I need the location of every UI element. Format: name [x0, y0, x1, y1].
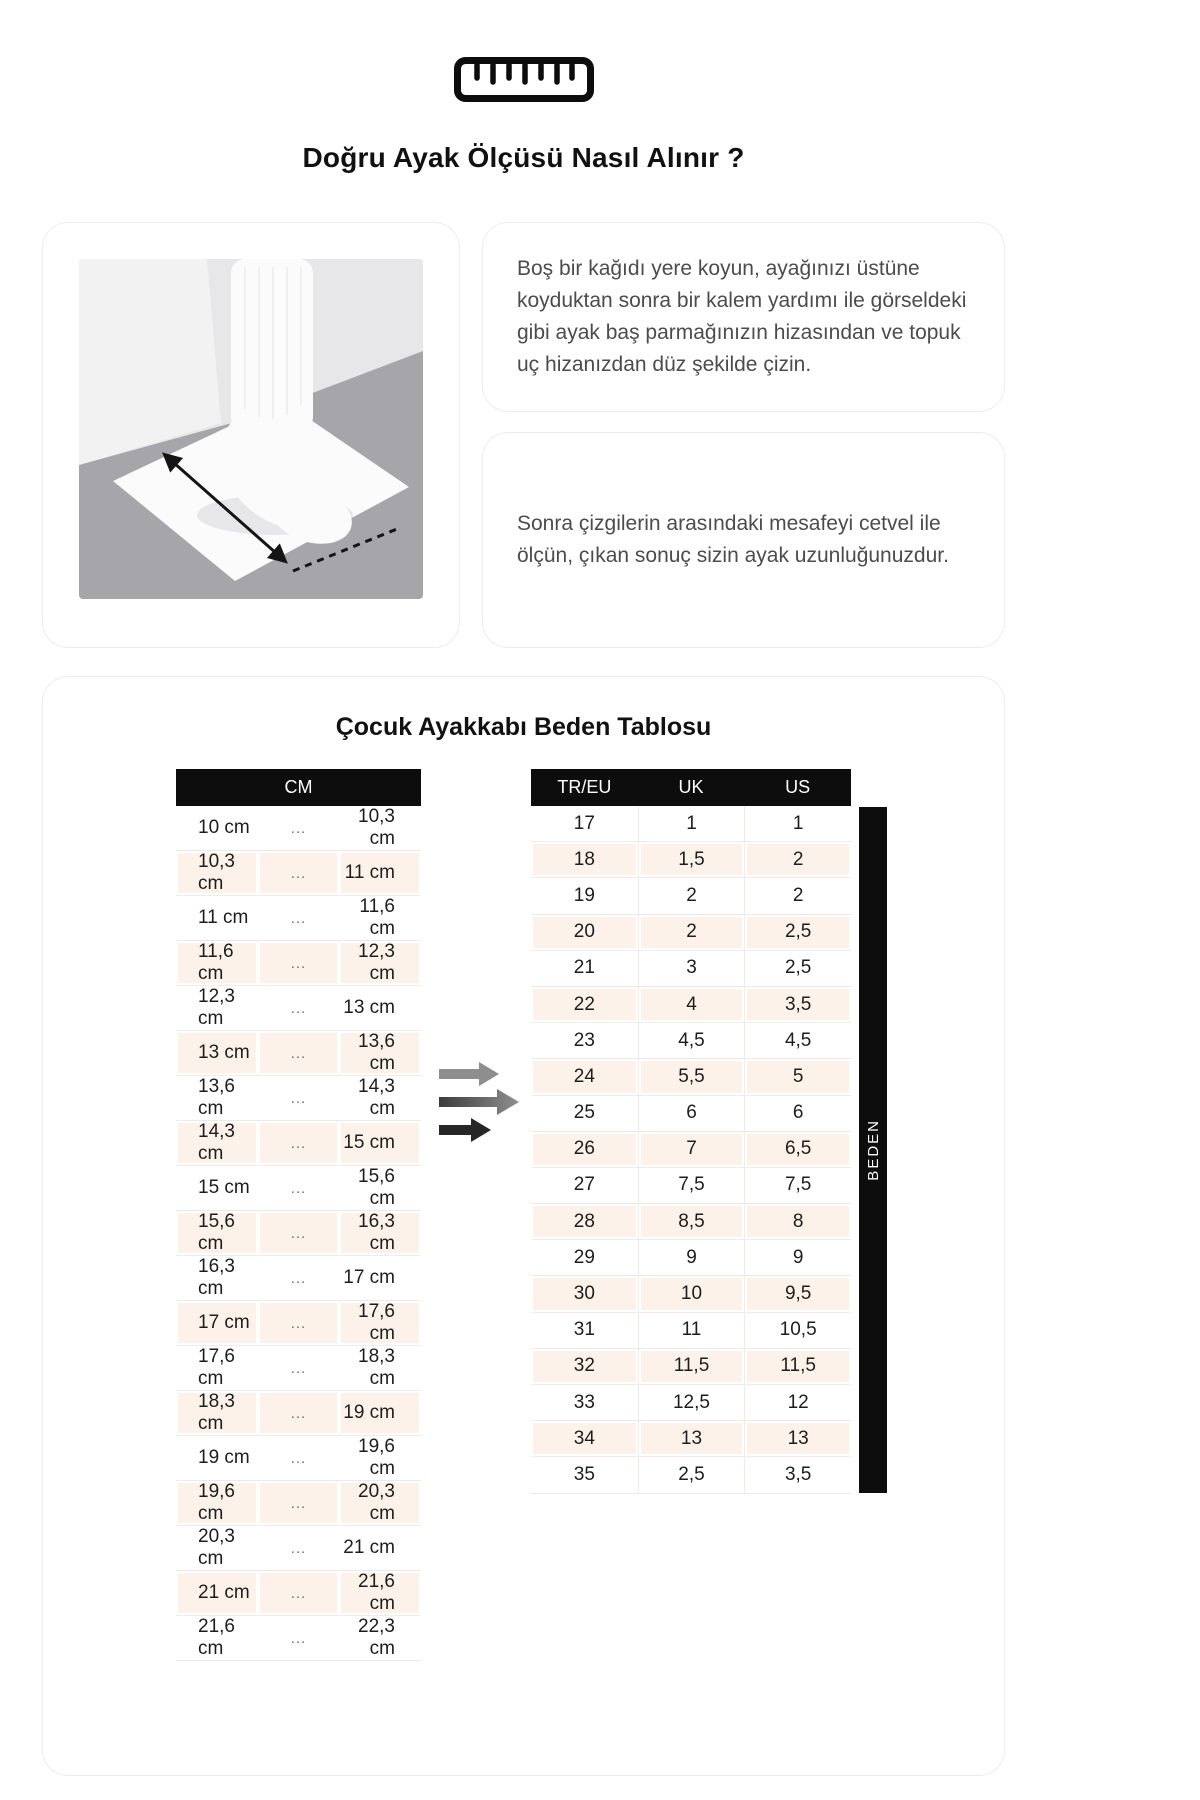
intl-table-head-row [531, 769, 851, 806]
intl-size-cell: 30 [531, 1276, 638, 1312]
intl-size-cell: 27 [531, 1168, 638, 1204]
intl-size-cell: 1 [638, 806, 745, 842]
intl-table-row [531, 878, 851, 914]
intl-size-cell: 6 [638, 1096, 745, 1132]
intl-size-cell: 2 [638, 878, 745, 914]
intl-size-cell: 9,5 [744, 1276, 851, 1312]
intl-table-row [531, 1421, 851, 1457]
intl-table-row [531, 1023, 851, 1059]
intl-size-cell: 6 [744, 1096, 851, 1132]
intl-size-cell: 8,5 [638, 1204, 745, 1240]
intl-size-cell: 2,5 [744, 915, 851, 951]
cm-dots-cell: ... [258, 1391, 340, 1436]
cm-to-cell: 15,6 cm [339, 1166, 421, 1211]
intl-size-cell: 17 [531, 806, 638, 842]
cm-from-cell: 19 cm [176, 1436, 258, 1481]
cm-dots-cell: ... [258, 1436, 340, 1481]
cm-table-body [176, 806, 421, 1661]
cm-table [176, 769, 421, 1661]
cm-to-cell: 21 cm [339, 1526, 421, 1571]
intl-table-row [531, 1204, 851, 1240]
cm-table-row [176, 1391, 421, 1436]
intl-table-body [531, 806, 851, 1494]
intl-size-cell: 9 [638, 1240, 745, 1276]
intl-size-cell: 19 [531, 878, 638, 914]
cm-dots-cell: ... [258, 1256, 340, 1301]
intl-size-cell: 2,5 [638, 1457, 745, 1493]
cm-dots-cell: ... [258, 1571, 340, 1616]
cm-table-row [176, 1211, 421, 1256]
intl-table-row [531, 1059, 851, 1095]
cm-from-cell: 14,3 cm [176, 1121, 258, 1166]
intl-table-header: US [744, 769, 851, 806]
cm-to-cell: 13 cm [339, 986, 421, 1031]
intl-size-cell: 23 [531, 1023, 638, 1059]
intl-size-cell: 4,5 [638, 1023, 745, 1059]
cm-from-cell: 13 cm [176, 1031, 258, 1076]
intl-table-row [531, 1313, 851, 1349]
cm-table-row [176, 1076, 421, 1121]
cm-from-cell: 16,3 cm [176, 1256, 258, 1301]
cm-from-cell: 10 cm [176, 806, 258, 851]
cm-dots-cell: ... [258, 806, 340, 851]
cm-to-cell: 10,3 cm [339, 806, 421, 851]
intl-table-row [531, 1132, 851, 1168]
cm-dots-cell: ... [258, 1346, 340, 1391]
cm-to-cell: 17,6 cm [339, 1301, 421, 1346]
intl-size-cell: 10 [638, 1276, 745, 1312]
intl-size-cell: 12,5 [638, 1385, 745, 1421]
intl-table-row [531, 1276, 851, 1312]
cm-from-cell: 17,6 cm [176, 1346, 258, 1391]
intl-size-cell: 24 [531, 1059, 638, 1095]
cm-from-cell: 18,3 cm [176, 1391, 258, 1436]
cm-table-row [176, 1031, 421, 1076]
cm-dots-cell: ... [258, 851, 340, 896]
intl-table-row [531, 1385, 851, 1421]
intl-size-cell: 4,5 [744, 1023, 851, 1059]
cm-from-cell: 15 cm [176, 1166, 258, 1211]
intl-table-header: UK [638, 769, 745, 806]
intl-table-row [531, 842, 851, 878]
cm-to-cell: 17 cm [339, 1256, 421, 1301]
cm-table-row [176, 1166, 421, 1211]
intl-table-row [531, 1096, 851, 1132]
ruler-icon [42, 56, 1005, 103]
cm-table-row [176, 1526, 421, 1571]
cm-to-cell: 18,3 cm [339, 1346, 421, 1391]
intl-size-cell: 1 [744, 806, 851, 842]
cm-dots-cell: ... [258, 941, 340, 986]
cm-table-row [176, 1616, 421, 1661]
intl-size-cell: 25 [531, 1096, 638, 1132]
intl-table-row [531, 1349, 851, 1385]
intl-size-cell: 7,5 [744, 1168, 851, 1204]
intl-table-row [531, 806, 851, 842]
intl-table-row [531, 1240, 851, 1276]
instruction-step-2-text: Sonra çizgilerin arasındaki mesafeyi cetvel ile ölçün, çıkan sonuç sizin ayak uzunluğunuzdur. [517, 512, 949, 567]
cm-to-cell: 19 cm [339, 1391, 421, 1436]
cm-dots-cell: ... [258, 1481, 340, 1526]
intl-size-cell: 7,5 [638, 1168, 745, 1204]
intl-size-cell: 2 [744, 878, 851, 914]
cm-dots-cell: ... [258, 986, 340, 1031]
intl-size-cell: 6,5 [744, 1132, 851, 1168]
cm-table-row [176, 1256, 421, 1301]
cm-dots-cell: ... [258, 1526, 340, 1571]
intl-size-cell: 3,5 [744, 1457, 851, 1493]
intl-size-cell: 11,5 [744, 1349, 851, 1385]
cm-table-row [176, 1481, 421, 1526]
cm-dots-cell: ... [258, 1166, 340, 1211]
intl-size-cell: 2,5 [744, 951, 851, 987]
instruction-step-1 [482, 222, 1005, 412]
intl-size-cell: 9 [744, 1240, 851, 1276]
cm-table-row [176, 1346, 421, 1391]
cm-table-row [176, 941, 421, 986]
cm-to-cell: 15 cm [339, 1121, 421, 1166]
cm-table-row [176, 896, 421, 941]
cm-from-cell: 11,6 cm [176, 941, 258, 986]
intl-size-cell: 1,5 [638, 842, 745, 878]
conversion-arrows-icon [439, 1059, 521, 1145]
cm-to-cell: 11 cm [339, 851, 421, 896]
cm-dots-cell: ... [258, 1076, 340, 1121]
cm-from-cell: 21,6 cm [176, 1616, 258, 1661]
cm-table-row [176, 806, 421, 851]
intl-size-cell: 7 [638, 1132, 745, 1168]
intl-size-cell: 13 [638, 1421, 745, 1457]
size-guide-page [42, 0, 1005, 1800]
intl-size-cell: 22 [531, 987, 638, 1023]
cm-to-cell: 14,3 cm [339, 1076, 421, 1121]
cm-from-cell: 11 cm [176, 896, 258, 941]
cm-table-row [176, 1121, 421, 1166]
cm-from-cell: 17 cm [176, 1301, 258, 1346]
intl-size-cell: 11 [638, 1313, 745, 1349]
cm-to-cell: 19,6 cm [339, 1436, 421, 1481]
intl-size-cell: 4 [638, 987, 745, 1023]
cm-to-cell: 21,6 cm [339, 1571, 421, 1616]
cm-dots-cell: ... [258, 1301, 340, 1346]
foot-measure-photo-card [42, 222, 460, 648]
cm-from-cell: 21 cm [176, 1571, 258, 1616]
cm-table-row [176, 851, 421, 896]
cm-from-cell: 15,6 cm [176, 1211, 258, 1256]
size-table-card [42, 676, 1005, 1776]
size-table-title: Çocuk Ayakkabı Beden Tablosu [335, 713, 712, 741]
intl-size-cell: 18 [531, 842, 638, 878]
beden-label: BEDEN [864, 1119, 882, 1181]
cm-to-cell: 20,3 cm [339, 1481, 421, 1526]
intl-size-cell: 8 [744, 1204, 851, 1240]
cm-from-cell: 12,3 cm [176, 986, 258, 1031]
cm-table-row [176, 1436, 421, 1481]
cm-dots-cell: ... [258, 1031, 340, 1076]
intl-size-cell: 20 [531, 915, 638, 951]
cm-dots-cell: ... [258, 1121, 340, 1166]
intl-table-row [531, 1457, 851, 1493]
cm-to-cell: 13,6 cm [339, 1031, 421, 1076]
intl-size-cell: 35 [531, 1457, 638, 1493]
intl-table-row [531, 1168, 851, 1204]
cm-from-cell: 19,6 cm [176, 1481, 258, 1526]
cm-table-header: CM [176, 769, 421, 806]
page-title: Doğru Ayak Ölçüsü Nasıl Alınır ? [302, 142, 745, 173]
beden-label-bar [859, 807, 887, 1493]
intl-size-cell: 2 [638, 915, 745, 951]
intl-size-cell: 26 [531, 1132, 638, 1168]
intl-size-table [531, 769, 851, 1494]
intl-size-cell: 5,5 [638, 1059, 745, 1095]
intl-table-row [531, 915, 851, 951]
intl-size-cell: 12 [744, 1385, 851, 1421]
intl-size-cell: 33 [531, 1385, 638, 1421]
intl-size-cell: 3 [638, 951, 745, 987]
intl-size-cell: 11,5 [638, 1349, 745, 1385]
cm-to-cell: 16,3 cm [339, 1211, 421, 1256]
intl-size-cell: 5 [744, 1059, 851, 1095]
cm-to-cell: 22,3 cm [339, 1616, 421, 1661]
intl-size-cell: 13 [744, 1421, 851, 1457]
intl-size-cell: 31 [531, 1313, 638, 1349]
intl-table-row [531, 951, 851, 987]
cm-from-cell: 13,6 cm [176, 1076, 258, 1121]
intl-size-cell: 32 [531, 1349, 638, 1385]
cm-to-cell: 12,3 cm [339, 941, 421, 986]
intl-size-cell: 3,5 [744, 987, 851, 1023]
cm-table-row [176, 1571, 421, 1616]
cm-dots-cell: ... [258, 1616, 340, 1661]
cm-table-row [176, 986, 421, 1031]
intl-table-row [531, 987, 851, 1023]
cm-dots-cell: ... [258, 896, 340, 941]
intl-size-cell: 28 [531, 1204, 638, 1240]
cm-to-cell: 11,6 cm [339, 896, 421, 941]
intl-size-cell: 2 [744, 842, 851, 878]
cm-dots-cell: ... [258, 1211, 340, 1256]
intl-table-header: TR/EU [531, 769, 638, 806]
cm-table-row [176, 1301, 421, 1346]
cm-from-cell: 10,3 cm [176, 851, 258, 896]
foot-measure-photo [79, 259, 423, 599]
intl-size-cell: 10,5 [744, 1313, 851, 1349]
intl-size-cell: 34 [531, 1421, 638, 1457]
instruction-step-1-text: Boş bir kağıdı yere koyun, ayağınızı üstüne koyduktan sonra bir kalem yardımı ile görseldeki gibi ayak baş parmağınızın hizasından ve topuk uç hizanızdan düz şekilde çizin. [517, 257, 967, 376]
cm-from-cell: 20,3 cm [176, 1526, 258, 1571]
intl-size-cell: 21 [531, 951, 638, 987]
intl-size-cell: 29 [531, 1240, 638, 1276]
instruction-step-2 [482, 432, 1005, 648]
